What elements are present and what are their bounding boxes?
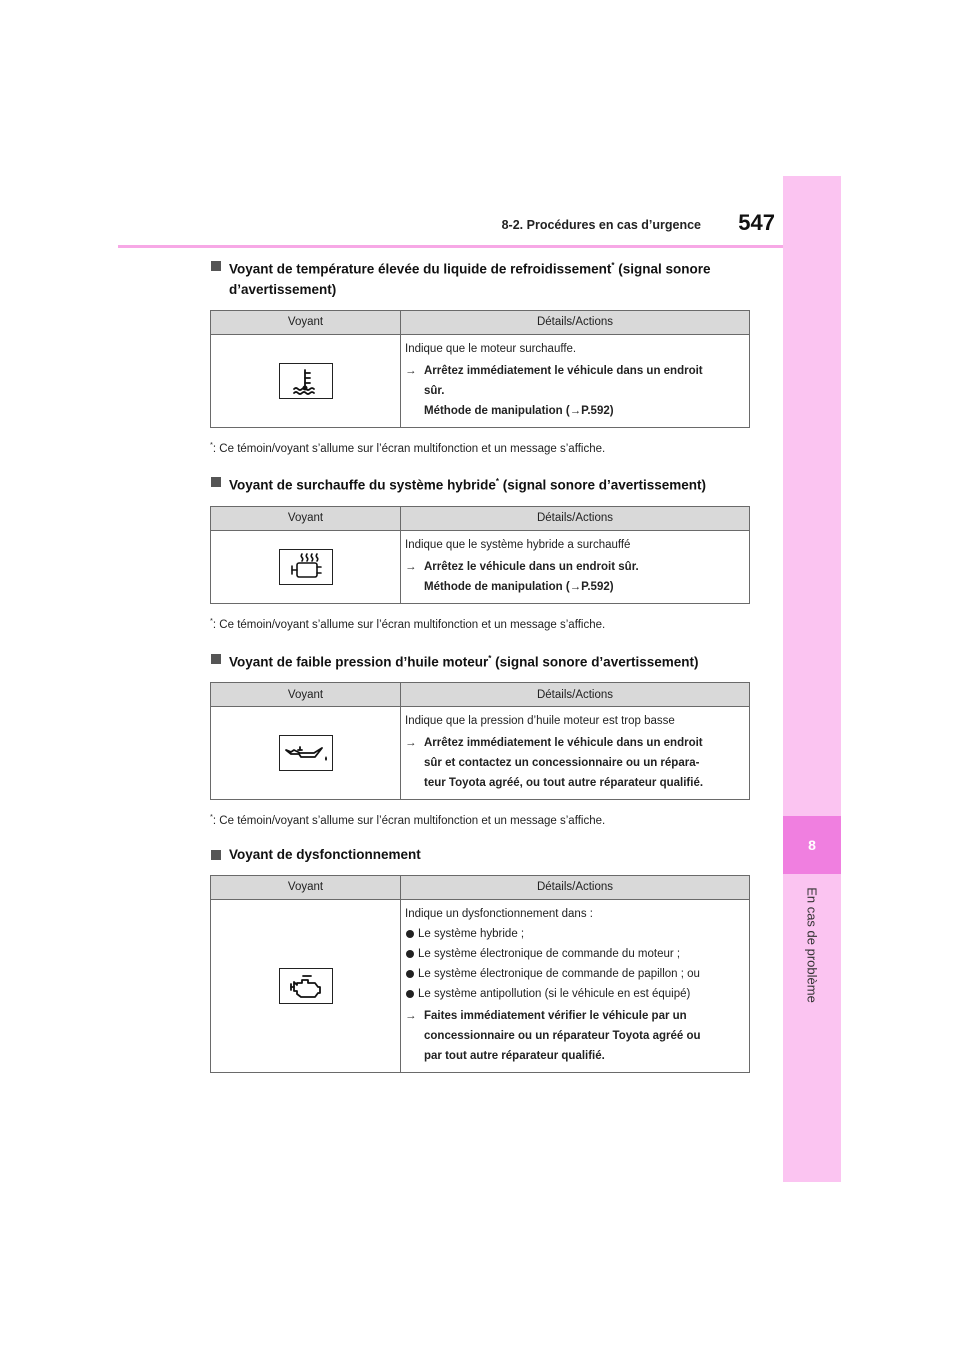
square-bullet-icon <box>211 654 221 664</box>
details-description: Indique un dysfonctionnement dans : <box>405 907 593 920</box>
list-item: Le système antipollution (si le véhicule en est équipé) <box>405 984 743 1004</box>
header-rule <box>118 245 783 248</box>
square-bullet-icon <box>211 850 221 860</box>
table-row <box>211 899 750 1072</box>
table-header-row <box>211 683 750 707</box>
chapter-label-text: En cas de problème <box>804 887 820 1003</box>
footnote: *: Ce témoin/voyant s’allume sur l’écran multifonction et un message s’affiche. <box>210 439 606 455</box>
table-row <box>211 707 750 800</box>
header-details: Détails/Actions <box>401 875 750 899</box>
table-row <box>211 334 750 427</box>
warning-table-coolant <box>210 310 750 428</box>
header-voyant: Voyant <box>211 683 401 707</box>
section-title-malfunction: Voyant de dysfonctionnement <box>210 845 751 865</box>
details-action: → Faites immédiatement vérifier le véhicule par un concessionnaire ou un réparateur Toyota agréé ou par tout autre réparateur qualifié. <box>405 1009 701 1062</box>
header-details: Détails/Actions <box>401 310 750 334</box>
details-description: Indique que le moteur surchauffe. <box>405 342 577 355</box>
details-action: → Arrêtez immédiatement le véhicule dans un endroit sûr et contactez un concessionnaire ou un répara- teur Toyota agréé, ou tout autre réparateur qualifié. <box>405 737 704 790</box>
header-details: Détails/Actions <box>401 683 750 707</box>
table-row <box>211 530 750 603</box>
details-action: → Arrêtez immédiatement le véhicule dans un endroit sûr. Méthode de manipulation (→P.592) <box>405 364 703 417</box>
header-voyant: Voyant <box>211 875 401 899</box>
chapter-side-strip <box>783 176 841 1182</box>
check-engine-icon <box>279 968 333 1004</box>
section-header-title: 8-2. Procédures en cas d’urgence <box>501 218 701 232</box>
header-voyant: Voyant <box>211 310 401 334</box>
page-content <box>210 256 751 1073</box>
details-action: → Arrêtez le véhicule dans un endroit sûr. Méthode de manipulation (→P.592) <box>405 560 639 593</box>
warning-table-oil <box>210 682 750 800</box>
page-header <box>118 208 783 248</box>
square-bullet-icon <box>211 477 221 487</box>
warning-table-hybrid <box>210 506 750 604</box>
coolant-temperature-icon <box>279 363 333 399</box>
square-bullet-icon <box>211 261 221 271</box>
warning-table-malfunction <box>210 875 750 1073</box>
list-item: Le système électronique de commande de papillon ; ou <box>405 964 743 984</box>
details-description: Indique que le système hybride a surchauffé <box>405 538 631 551</box>
section-title-hybrid: Voyant de surchauffe du système hybride* (signal sonore d’avertissement) <box>210 472 751 496</box>
list-item: Le système hybride ; <box>405 924 743 944</box>
table-header-row <box>211 875 750 899</box>
header-details: Détails/Actions <box>401 506 750 530</box>
chapter-tab-label <box>783 880 841 1010</box>
footnote: *: Ce témoin/voyant s’allume sur l’écran multifonction et un message s’affiche. <box>210 615 606 631</box>
list-item: Le système électronique de commande du moteur ; <box>405 944 743 964</box>
section-title-oil: Voyant de faible pression d’huile moteur* (signal sonore d’avertissement) <box>210 649 751 673</box>
page-number: 547 <box>738 210 775 235</box>
hybrid-overheat-icon <box>279 549 333 585</box>
section-title-coolant: Voyant de température élevée du liquide de refroidissement* (signal sonore d’avertissement) <box>210 256 751 300</box>
oil-pressure-icon <box>279 735 333 771</box>
chapter-number: 8 <box>808 837 816 853</box>
table-header-row <box>211 506 750 530</box>
footnote: *: Ce témoin/voyant s’allume sur l’écran multifonction et un message s’affiche. <box>210 812 606 827</box>
header-voyant: Voyant <box>211 506 401 530</box>
chapter-tab-active[interactable] <box>783 816 841 874</box>
table-header-row <box>211 310 750 334</box>
details-description: Indique que la pression d’huile moteur est trop basse <box>405 715 675 728</box>
